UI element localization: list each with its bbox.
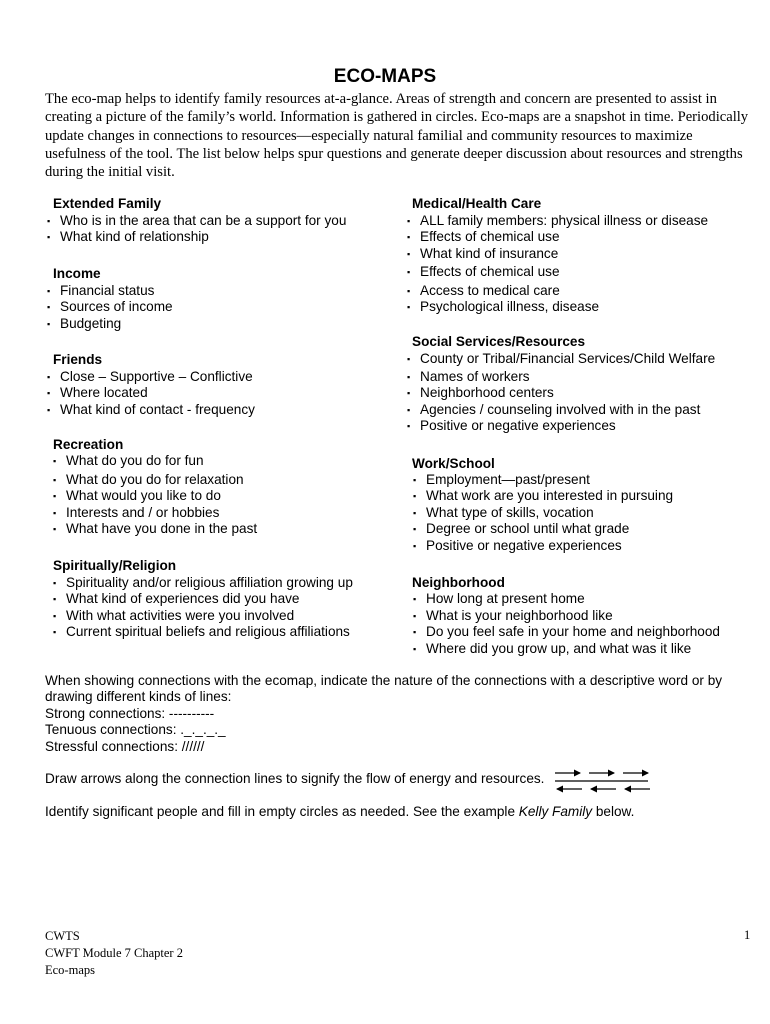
strong-connections: Strong connections: ----------: [45, 706, 215, 721]
footer-line1: CWTS: [45, 929, 80, 943]
bullet-icon: ▪: [413, 508, 417, 518]
heading-spirituality: Spiritually/Religion: [53, 558, 177, 573]
list-item: ▪ Agencies / counseling involved with in the past: [407, 402, 701, 417]
bullet-icon: ▪: [407, 302, 411, 312]
list-item: ▪ Positive or negative experiences: [413, 538, 622, 553]
bullet-icon: ▪: [413, 475, 417, 485]
list-item: ▪ Sources of income: [47, 299, 173, 314]
kelly-family-label: Kelly Family: [518, 804, 593, 819]
list-item: ▪ Psychological illness, disease: [407, 299, 600, 314]
bullet-icon: ▪: [407, 388, 411, 398]
list-item: ▪ What do you do for relaxation: [53, 472, 244, 487]
bullet-icon: ▪: [413, 491, 417, 501]
list-item: ▪ What type of skills, vocation: [413, 505, 594, 520]
list-item: ▪ Where did you grow up, and what was it like: [413, 641, 692, 656]
bullet-icon: ▪: [413, 594, 417, 604]
bullet-icon: ▪: [407, 267, 411, 277]
bullet-icon: ▪: [413, 611, 417, 621]
page-number: 1: [744, 928, 751, 942]
heading-medical-health-care: Medical/Health Care: [412, 196, 542, 211]
list-item: ▪ Budgeting: [47, 316, 122, 331]
bullet-icon: ▪: [47, 388, 51, 398]
bullet-icon: ▪: [413, 524, 417, 534]
intro-paragraph: The eco-map helps to identify family resources at-a-glance. Areas of strength and concern are presented to assist in creating a picture of the family’s world. Information is gathered in circles. Eco-maps are a snapshot in time. Periodically update changes in connections to resources—especially natural familial and community resources to maximize usefulness of the tool. The list below helps spur questions and generate deeper discussion about resources and strengths during the initial visit.: [45, 91, 749, 181]
list-item: ▪ What kind of contact - frequency: [47, 402, 255, 417]
list-item: ▪ Names of workers: [407, 369, 530, 384]
list-item: ▪ Neighborhood centers: [407, 385, 554, 400]
bullet-icon: ▪: [53, 475, 57, 485]
bullet-icon: ▪: [407, 372, 411, 382]
bullet-icon: ▪: [407, 249, 411, 259]
list-item: ▪ Spirituality and/or religious affiliation growing up: [53, 575, 353, 590]
bullet-icon: ▪: [407, 232, 411, 242]
heading-neighborhood: Neighborhood: [412, 575, 505, 590]
bullet-icon: ▪: [53, 611, 57, 621]
list-item: ▪ With what activities were you involved: [53, 608, 295, 623]
bullet-icon: ▪: [47, 232, 51, 242]
flow-arrows-icon: [553, 766, 653, 796]
bullet-icon: ▪: [53, 594, 57, 604]
list-item: ▪ Access to medical care: [407, 283, 560, 298]
arrows-instruction: Draw arrows along the connection lines to signify the flow of energy and resources.: [45, 771, 545, 786]
heading-work-school: Work/School: [412, 456, 495, 471]
list-item: ▪ Current spiritual beliefs and religious affiliations: [53, 624, 350, 639]
bullet-icon: ▪: [53, 627, 57, 637]
list-item: ▪ What work are you interested in pursuing: [413, 488, 674, 503]
bullet-icon: ▪: [53, 456, 57, 466]
bullet-icon: ▪: [53, 491, 57, 501]
bullet-icon: ▪: [407, 216, 411, 226]
bullet-icon: ▪: [47, 286, 51, 296]
bullet-icon: ▪: [47, 302, 51, 312]
list-item: ▪ What would you like to do: [53, 488, 221, 503]
list-item: ▪ Effects of chemical use: [407, 229, 560, 244]
bullet-icon: ▪: [407, 354, 411, 364]
bullet-icon: ▪: [47, 216, 51, 226]
heading-extended-family: Extended Family: [53, 196, 162, 211]
connections-text-line2: drawing different kinds of lines:: [45, 689, 232, 704]
list-item: ▪ Effects of chemical use: [407, 264, 560, 279]
bullet-icon: ▪: [407, 405, 411, 415]
stressful-connections: Stressful connections: //////: [45, 739, 205, 754]
bullet-icon: ▪: [413, 627, 417, 637]
heading-friends: Friends: [53, 352, 103, 367]
list-item: ▪ Positive or negative experiences: [407, 418, 616, 433]
bullet-icon: ▪: [53, 524, 57, 534]
list-item: ▪ Employment—past/present: [413, 472, 590, 487]
page-title: ECO-MAPS: [333, 66, 437, 87]
list-item: ▪ Do you feel safe in your home and neighborhood: [413, 624, 720, 639]
bullet-icon: ▪: [47, 405, 51, 415]
list-item: ▪ Financial status: [47, 283, 155, 298]
heading-recreation: Recreation: [53, 437, 124, 452]
list-item: ▪ What do you do for fun: [53, 453, 204, 468]
bullet-icon: ▪: [413, 541, 417, 551]
bullet-icon: ▪: [407, 421, 411, 431]
list-item: ▪ How long at present home: [413, 591, 585, 606]
bullet-icon: ▪: [407, 286, 411, 296]
bullet-icon: ▪: [53, 578, 57, 588]
list-item: ▪ What kind of relationship: [47, 229, 209, 244]
bullet-icon: ▪: [53, 508, 57, 518]
list-item: ▪ Where located: [47, 385, 148, 400]
footer-line2: CWFT Module 7 Chapter 2: [45, 946, 183, 960]
tenuous-connections: Tenuous connections: ._._._._: [45, 722, 226, 737]
identify-instruction: Identify significant people and fill in empty circles as needed. See the example Kelly Family below.: [45, 804, 635, 819]
list-item: ▪ What have you done in the past: [53, 521, 258, 536]
list-item: ▪ What kind of experiences did you have: [53, 591, 300, 606]
bullet-icon: ▪: [413, 644, 417, 654]
list-item: ▪ Close – Supportive – Conflictive: [47, 369, 253, 384]
list-item: ▪ County or Tribal/Financial Services/Child Welfare: [407, 351, 716, 366]
list-item: ▪ Interests and / or hobbies: [53, 505, 220, 520]
heading-income: Income: [53, 266, 101, 281]
list-item: ▪ What is your neighborhood like: [413, 608, 613, 623]
list-item: ▪ ALL family members: physical illness or disease: [407, 213, 709, 228]
bullet-icon: ▪: [47, 319, 51, 329]
footer: [45, 928, 183, 979]
list-item: ▪ What kind of insurance: [407, 246, 559, 261]
connections-text-line1: When showing connections with the ecomap, indicate the nature of the connections with a descriptive word or by: [45, 673, 723, 688]
bullet-icon: ▪: [47, 372, 51, 382]
heading-social-services: Social Services/Resources: [412, 334, 586, 349]
list-item: ▪ Degree or school until what grade: [413, 521, 630, 536]
footer-line3: Eco-maps: [45, 963, 95, 977]
list-item: ▪ Who is in the area that can be a support for you: [47, 213, 347, 228]
